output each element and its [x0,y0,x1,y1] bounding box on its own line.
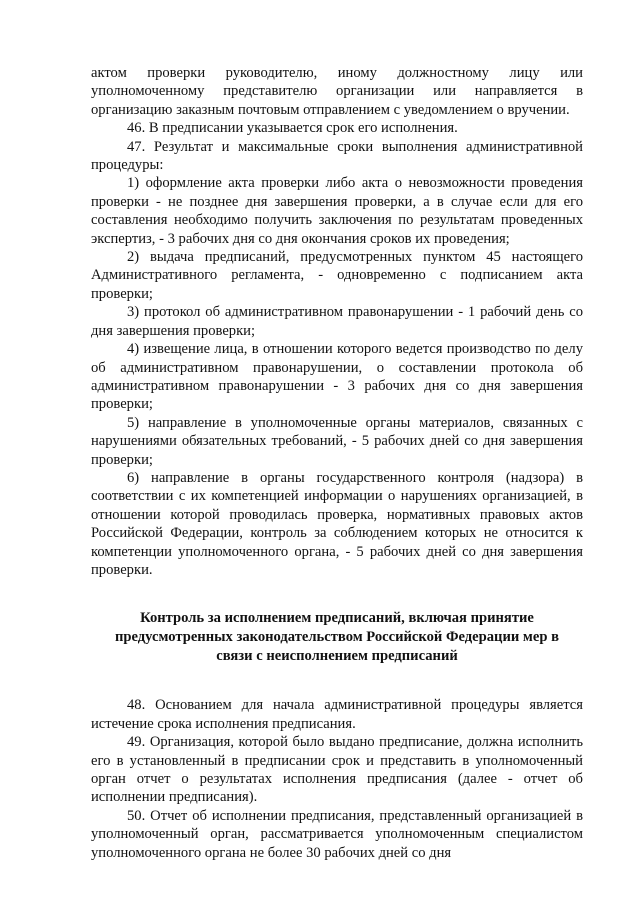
list-item-3: 3) протокол об административном правонарушении - 1 рабочий день со дня завершения проверки; [91,304,583,339]
paragraph-46: 46. В предписании указывается срок его исполнения. [127,120,458,137]
paragraph-47: 47. Результат и максимальные сроки выполнения административной процедуры: [91,138,583,174]
list-item-4: 4) извещение лица, в отношении которого ведется производство по делу об административном правонарушении, о составлении протокола об административном правонарушении - 3 рабочих дня со дня завершения проверки; [91,341,583,413]
section-heading: Контроль за исполнением предписаний, включая принятие предусмотренных законодательством Российской Федерации мер в связи с неисполнением предписаний [114,610,559,665]
document-page [91,64,583,862]
list-item-1: 1) оформление акта проверки либо акта о невозможности проведения проверки - не позднее дня завершения проверки, а в случае если для его составления необходимо получить заключения по результатам проведенных экспертиз, - 3 рабочих дня со дня окончания сроков их проведения; [91,175,583,247]
paragraph-48: 48. Основанием для начала административной процедуры является истечение срока исполнения предписания. [91,697,583,732]
list-item-5: 5) направление в уполномоченные органы материалов, связанных с нарушениями обязательных требований, - 5 рабочих дней со дня завершения проверки; [91,414,583,468]
paragraph-49: 49. Организация, которой было выдано предписание, должна исполнить его в установленный в предписании срок и представить в уполномоченный орган отчет о результатах исполнения предписания (далее - отчет об исполнении предписания). [91,734,583,806]
list-item-2: 2) выдача предписаний, предусмотренных пунктом 45 настоящего Административного регламента, - одновременно с подписанием акта проверки; [91,249,583,302]
paragraph-50: 50. Отчет об исполнении предписания, представленный организацией в уполномоченный орган, рассматривается уполномоченным специалистом уполномоченного органа не более 30 рабочих дней со дня [91,807,583,861]
paragraph-continuation: актом проверки руководителю, иному должностному лицу или уполномоченному представителю организации или направляется в организацию заказным почтовым отправлением с уведомлением о вручении. [91,65,583,118]
list-item-6: 6) направление в органы государственного контроля (надзора) в соответствии с их компетенцией информации о нарушениях организацией, в отношении которой проводилась проверка, нормативных правовых актов Российской Федерации, контроль за соблюдением которых не относится к компетенции уполномоченного органа, - 5 рабочих дней со дня завершения проверки. [91,469,583,578]
